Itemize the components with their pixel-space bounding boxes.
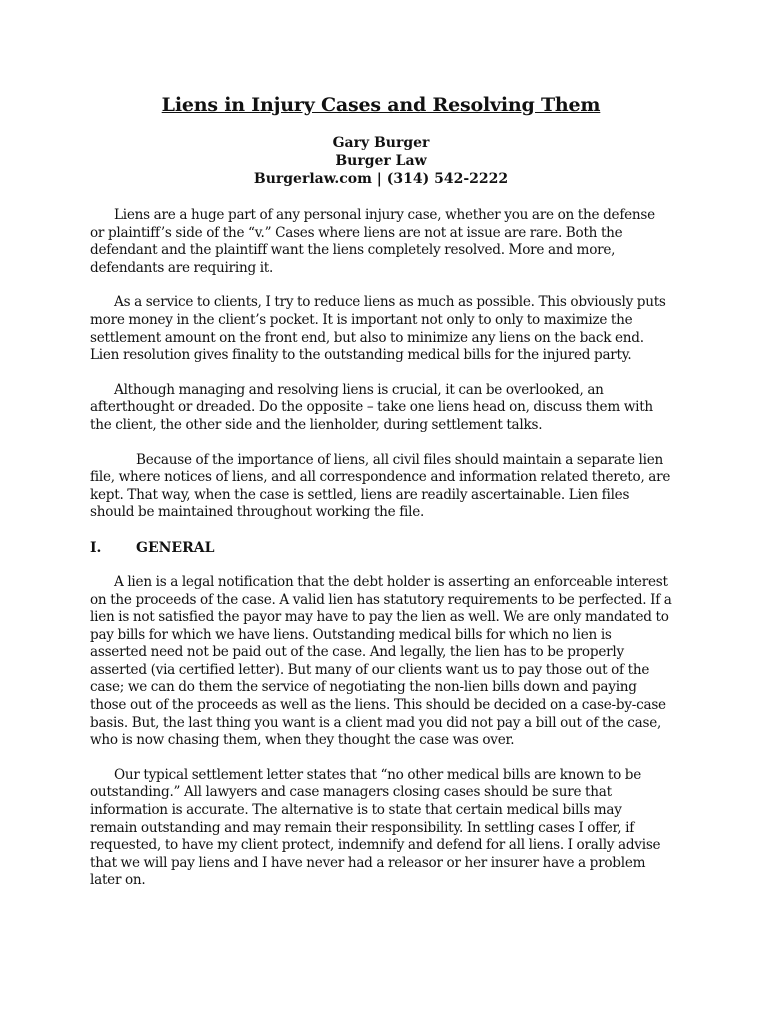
document-title: Liens in Injury Cases and Resolving Them bbox=[161, 94, 601, 116]
intro-paragraph-2: As a service to clients, I try to reduce liens as much as possible. This obviously puts more money in the client’s pocket. It is important not only to only to maximize the settlement amount on the front end, but also to minimize any liens on the back end. Lien resolution gives finality to the outstanding medical bills for the injured party. bbox=[90, 294, 666, 364]
section-paragraph-1: A lien is a legal notification that the debt holder is asserting an enforceable interest on the proceeds of the case. A valid lien has statutory requirements to be perfected. If a lien is not satisfied the payor may have to pay the lien as well. We are only mandated to pay bills for which we have liens. Outstanding medical bills for which no lien is asserted need not be paid out of the case. And legally, the lien has to be properly asserted (via certified letter). But many of our clients want us to pay those out of the case; we can do them the service of negotiating the non-lien bills down and paying those out of the proceeds as well as the liens. This should be decided on a case-by-case basis. But, the last thing you want is a client mad you did not pay a bill out of the case, who is now chasing them, when they thought the case was over. bbox=[90, 573, 672, 749]
section-paragraph-2: Our typical settlement letter states that “no other medical bills are known to be outstanding.” All lawyers and case managers closing cases should be sure that information is accurate. The alternative is to state that certain medical bills may remain outstanding and may remain their responsibility. In settling cases I offer, if requested, to have my client protect, indemnify and defend for all liens. I orally advise that we will pay liens and I have never had a releasor or her insurer have a problem later on. bbox=[90, 766, 661, 889]
intro-paragraph-1: Liens are a huge part of any personal injury case, whether you are on the defense or plaintiff’s side of the “v.” Cases where liens are not at issue are rare. Both the defendant and the plaintiff want the liens completely resolved. More and more, defendants are requiring it. bbox=[90, 207, 655, 276]
section-heading bbox=[90, 539, 672, 557]
author-name: Gary Burger bbox=[332, 135, 430, 151]
section-number: I. bbox=[90, 539, 102, 556]
intro-paragraph-4: Because of the importance of liens, all civil files should maintain a separate lien file, where notices of liens, and all correspondence and information related thereto, are kept. That way, when the case is settled, liens are readily ascertainable. Lien files should be maintained throughout working the file. bbox=[90, 451, 671, 521]
author-block bbox=[90, 134, 672, 188]
author-contact: Burgerlaw.com | (314) 542-2222 bbox=[253, 171, 509, 187]
author-firm: Burger Law bbox=[335, 153, 427, 169]
document-page bbox=[90, 92, 672, 907]
intro-paragraph-3: Although managing and resolving liens is crucial, it can be overlooked, an afterthought or dreaded. Do the opposite – take one liens head on, discuss them with the client, the other side and the lienholder, during settlement talks. bbox=[90, 381, 653, 433]
section-title: GENERAL bbox=[136, 539, 215, 556]
